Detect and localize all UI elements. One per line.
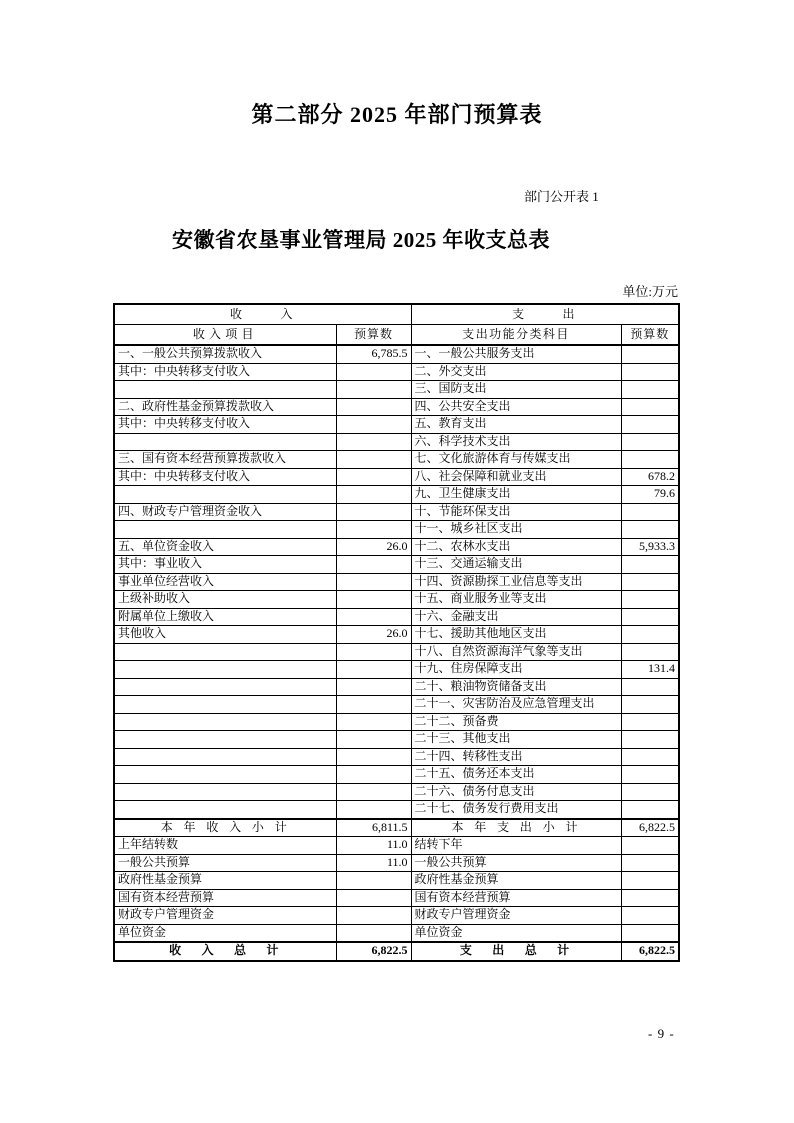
table-row [114, 556, 679, 574]
expense-value-cell [621, 854, 679, 872]
income-item-cell: 其中：中央转移支付收入 [114, 468, 336, 486]
income-item-cell: 国有资本经营预算 [114, 889, 336, 907]
income-item-cell: 财政专户管理资金 [114, 907, 336, 925]
income-value-cell: 6,822.5 [336, 942, 411, 961]
income-item-cell: 一、一般公共预算拨款收入 [114, 345, 336, 363]
income-budget-column-header: 预算数 [336, 325, 411, 346]
table-row [114, 942, 679, 961]
table-row [114, 363, 679, 381]
expense-value-cell [621, 678, 679, 696]
income-value-cell [336, 889, 411, 907]
expense-item-column-header: 支出功能分类科目 [411, 325, 621, 346]
expense-value-cell [621, 591, 679, 609]
table-row [114, 783, 679, 801]
income-item-cell: 四、财政专户管理资金收入 [114, 503, 336, 521]
table-row [114, 854, 679, 872]
income-value-cell [336, 416, 411, 434]
table-row [114, 678, 679, 696]
expense-value-cell [621, 766, 679, 784]
expense-item-cell: 二十六、债务付息支出 [411, 783, 621, 801]
expense-item-cell: 二十、粮油物资储备支出 [411, 678, 621, 696]
expense-item-cell: 十九、住房保障支出 [411, 661, 621, 679]
expense-item-cell: 二十三、其他支出 [411, 731, 621, 749]
expense-item-cell: 二十五、债务还本支出 [411, 766, 621, 784]
income-value-cell [336, 678, 411, 696]
expense-value-cell [621, 626, 679, 644]
table-row [114, 503, 679, 521]
table-row [114, 766, 679, 784]
expense-value-cell [621, 433, 679, 451]
income-item-cell: 本年收入小计 [114, 819, 336, 837]
expense-item-cell: 本年支出小计 [411, 819, 621, 837]
expense-value-cell: 6,822.5 [621, 942, 679, 961]
expense-item-cell: 二十二、预备费 [411, 713, 621, 731]
expense-item-cell: 政府性基金预算 [411, 872, 621, 890]
expense-budget-column-header: 预算数 [621, 325, 679, 346]
income-item-cell: 其中：中央转移支付收入 [114, 363, 336, 381]
table-label: 部门公开表 1 [524, 189, 599, 204]
income-value-cell [336, 731, 411, 749]
expense-value-cell [621, 907, 679, 925]
expense-value-cell [621, 416, 679, 434]
expense-value-cell [621, 643, 679, 661]
table-row [114, 381, 679, 399]
expense-item-cell: 五、教育支出 [411, 416, 621, 434]
table-row [114, 626, 679, 644]
income-value-cell [336, 451, 411, 469]
expense-item-cell: 七、文化旅游体育与传媒支出 [411, 451, 621, 469]
income-item-cell: 上级补助收入 [114, 591, 336, 609]
income-item-cell [114, 521, 336, 539]
expense-item-cell: 十六、金融支出 [411, 608, 621, 626]
expense-value-cell: 678.2 [621, 468, 679, 486]
income-item-cell [114, 801, 336, 819]
expense-value-cell [621, 381, 679, 399]
expense-item-cell: 十八、自然资源海洋气象等支出 [411, 643, 621, 661]
table-row [114, 398, 679, 416]
income-value-cell [336, 696, 411, 714]
income-item-cell: 其中：中央转移支付收入 [114, 416, 336, 434]
table-row [114, 819, 679, 837]
income-value-cell: 6,811.5 [336, 819, 411, 837]
expense-item-cell: 支出总计 [411, 942, 621, 961]
income-value-cell [336, 381, 411, 399]
table-row [114, 889, 679, 907]
expense-item-cell: 十三、交通运输支出 [411, 556, 621, 574]
expense-value-cell [621, 556, 679, 574]
table-row [114, 661, 679, 679]
expense-value-cell: 6,822.5 [621, 819, 679, 837]
income-item-cell: 政府性基金预算 [114, 872, 336, 890]
income-item-cell [114, 486, 336, 504]
expense-item-cell: 十五、商业服务业等支出 [411, 591, 621, 609]
expense-item-cell: 一般公共预算 [411, 854, 621, 872]
income-value-cell [336, 783, 411, 801]
income-value-cell [336, 556, 411, 574]
table-row [114, 696, 679, 714]
income-item-cell: 单位资金 [114, 924, 336, 942]
table-row [114, 731, 679, 749]
income-item-cell [114, 748, 336, 766]
table-row [114, 538, 679, 556]
expense-value-cell [621, 872, 679, 890]
income-item-cell: 上年结转数 [114, 837, 336, 855]
expense-value-cell [621, 363, 679, 381]
table-row [114, 608, 679, 626]
expense-value-cell: 131.4 [621, 661, 679, 679]
expense-item-cell: 结转下年 [411, 837, 621, 855]
income-item-cell [114, 643, 336, 661]
income-group-header: 收入 [114, 304, 411, 325]
income-item-cell [114, 678, 336, 696]
expense-item-cell: 九、卫生健康支出 [411, 486, 621, 504]
expense-item-cell: 六、科学技术支出 [411, 433, 621, 451]
table-row [114, 748, 679, 766]
income-item-cell: 五、单位资金收入 [114, 538, 336, 556]
income-value-cell: 6,785.5 [336, 345, 411, 363]
table-row [114, 643, 679, 661]
table-row [114, 924, 679, 942]
income-item-cell: 三、国有资本经营预算拨款收入 [114, 451, 336, 469]
income-value-cell [336, 924, 411, 942]
expense-value-cell [621, 573, 679, 591]
budget-table [113, 303, 680, 962]
income-value-cell: 26.0 [336, 538, 411, 556]
income-item-cell [114, 433, 336, 451]
expense-item-cell: 十二、农林水支出 [411, 538, 621, 556]
table-row [114, 451, 679, 469]
expense-value-cell: 79.6 [621, 486, 679, 504]
expense-group-header: 支出 [411, 304, 679, 325]
budget-table-body [114, 345, 679, 961]
expense-value-cell [621, 837, 679, 855]
income-value-cell [336, 661, 411, 679]
income-value-cell [336, 608, 411, 626]
income-value-cell [336, 801, 411, 819]
table-row [114, 801, 679, 819]
income-value-cell [336, 398, 411, 416]
table-row [114, 591, 679, 609]
table-row [114, 486, 679, 504]
income-item-cell: 其中：事业收入 [114, 556, 336, 574]
income-value-cell [336, 643, 411, 661]
income-item-cell: 附属单位上缴收入 [114, 608, 336, 626]
income-item-cell [114, 381, 336, 399]
table-group-header-row [114, 304, 679, 325]
table-row [114, 345, 679, 363]
table-column-header-row [114, 325, 679, 346]
expense-item-cell: 二十一、灾害防治及应急管理支出 [411, 696, 621, 714]
income-value-cell: 26.0 [336, 626, 411, 644]
expense-value-cell [621, 696, 679, 714]
expense-item-cell: 二十七、债务发行费用支出 [411, 801, 621, 819]
table-title: 安徽省农垦事业管理局 2025 年收支总表 [172, 228, 550, 252]
expense-value-cell [621, 608, 679, 626]
table-row [114, 872, 679, 890]
income-value-cell [336, 433, 411, 451]
expense-item-cell: 一、一般公共服务支出 [411, 345, 621, 363]
expense-item-cell: 四、公共安全支出 [411, 398, 621, 416]
income-item-cell [114, 783, 336, 801]
income-value-cell [336, 713, 411, 731]
income-value-cell: 11.0 [336, 837, 411, 855]
unit-note: 单位:万元 [622, 284, 678, 299]
expense-item-cell: 十一、城乡社区支出 [411, 521, 621, 539]
income-item-column-header: 收入项目 [114, 325, 336, 346]
expense-item-cell: 八、社会保障和就业支出 [411, 468, 621, 486]
income-item-cell [114, 731, 336, 749]
income-value-cell [336, 907, 411, 925]
income-value-cell [336, 872, 411, 890]
expense-item-cell: 二、外交支出 [411, 363, 621, 381]
expense-value-cell [621, 783, 679, 801]
expense-item-cell: 国有资本经营预算 [411, 889, 621, 907]
table-row [114, 907, 679, 925]
income-value-cell [336, 591, 411, 609]
page-title: 第二部分 2025 年部门预算表 [251, 102, 543, 127]
income-item-cell: 其他收入 [114, 626, 336, 644]
expense-item-cell: 三、国防支出 [411, 381, 621, 399]
income-item-cell [114, 661, 336, 679]
expense-value-cell [621, 748, 679, 766]
table-row [114, 521, 679, 539]
expense-value-cell [621, 451, 679, 469]
income-item-cell [114, 766, 336, 784]
expense-item-cell: 二十四、转移性支出 [411, 748, 621, 766]
income-item-cell: 一般公共预算 [114, 854, 336, 872]
expense-item-cell: 单位资金 [411, 924, 621, 942]
income-value-cell [336, 766, 411, 784]
expense-value-cell: 5,933.3 [621, 538, 679, 556]
income-item-cell [114, 713, 336, 731]
expense-value-cell [621, 924, 679, 942]
income-value-cell [336, 748, 411, 766]
income-item-cell: 二、政府性基金预算拨款收入 [114, 398, 336, 416]
income-value-cell [336, 468, 411, 486]
income-item-cell [114, 696, 336, 714]
income-item-cell: 收入总计 [114, 942, 336, 961]
expense-value-cell [621, 345, 679, 363]
page-number: - 9 - [648, 1026, 675, 1041]
expense-value-cell [621, 889, 679, 907]
expense-value-cell [621, 398, 679, 416]
income-item-cell: 事业单位经营收入 [114, 573, 336, 591]
expense-value-cell [621, 731, 679, 749]
table-row [114, 468, 679, 486]
expense-item-cell: 十、节能环保支出 [411, 503, 621, 521]
table-row [114, 837, 679, 855]
income-value-cell: 11.0 [336, 854, 411, 872]
expense-item-cell: 十四、资源勘探工业信息等支出 [411, 573, 621, 591]
expense-value-cell [621, 503, 679, 521]
table-row [114, 573, 679, 591]
expense-value-cell [621, 521, 679, 539]
income-value-cell [336, 363, 411, 381]
table-row [114, 433, 679, 451]
income-value-cell [336, 573, 411, 591]
income-value-cell [336, 486, 411, 504]
expense-item-cell: 十七、援助其他地区支出 [411, 626, 621, 644]
table-row [114, 416, 679, 434]
expense-value-cell [621, 713, 679, 731]
expense-item-cell: 财政专户管理资金 [411, 907, 621, 925]
table-row [114, 713, 679, 731]
income-value-cell [336, 521, 411, 539]
expense-value-cell [621, 801, 679, 819]
income-value-cell [336, 503, 411, 521]
